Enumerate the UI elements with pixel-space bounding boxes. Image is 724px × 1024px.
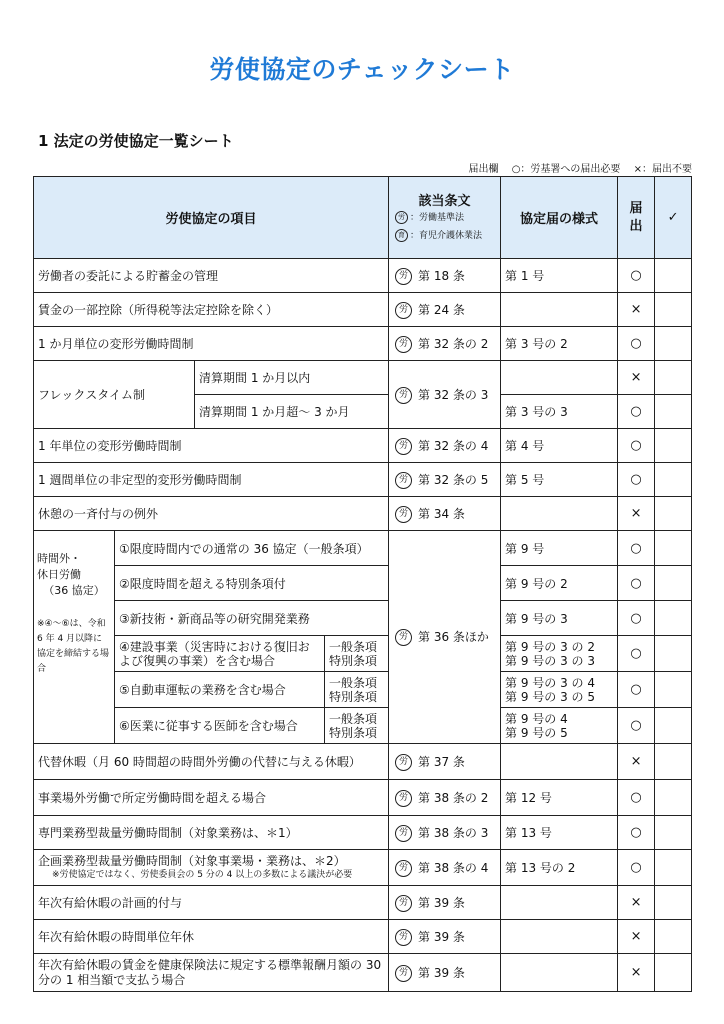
row-item: 年次有給休暇の賃金を健康保険法に規定する標準報酬月額の 30 分の 1 相当額で支払う場合 (34, 954, 389, 992)
row-filing: ○ (618, 395, 655, 429)
row-article: 労 第 32 条の 4 (389, 429, 501, 463)
row-form: 第 9 号の 3 (501, 601, 618, 636)
row-subitem: ④建設事業（災害時における復旧および復興の事業）を含む場合 (115, 636, 325, 672)
row-clause-type: 一般条項 特別条項 (325, 636, 389, 672)
row-note: ※労使協定ではなく、労使委員会の 5 分の 4 以上の多数による議決が必要 (52, 869, 353, 880)
row-item: 事業場外労働で所定労働時間を超える場合 (34, 780, 389, 816)
row-article: 労 第 39 条 (389, 886, 501, 920)
row-article: 労 第 32 条の 3 (389, 361, 501, 429)
row-filing: ○ (618, 672, 655, 708)
labor-law-mark-icon: 労 (395, 268, 412, 285)
header-item: 労使協定の項目 (34, 177, 389, 259)
row-filing: × (618, 497, 655, 531)
row-filing: ○ (618, 636, 655, 672)
row-form (501, 954, 618, 992)
row-article: 労 第 18 条 (389, 259, 501, 293)
labor-law-mark-icon: 労 (395, 895, 412, 912)
row-item: 賃金の一部控除（所得税等法定控除を除く） (34, 293, 389, 327)
row-check[interactable] (655, 327, 692, 361)
header-check: ✓ (655, 177, 692, 259)
row-check[interactable] (655, 672, 692, 708)
row-check[interactable] (655, 259, 692, 293)
row-form: 第 9 号の 2 (501, 566, 618, 601)
row-check[interactable] (655, 395, 692, 429)
row-check[interactable] (655, 463, 692, 497)
row-article: 労 第 32 条の 5 (389, 463, 501, 497)
row-article: 労 第 38 条の 3 (389, 816, 501, 850)
row-filing: ○ (618, 850, 655, 886)
row-filing: ○ (618, 463, 655, 497)
row-item: 代替休暇（月 60 時間超の時間外労働の代替に与える休暇） (34, 744, 389, 780)
table-row (34, 816, 692, 850)
overtime-label: 時間外・ 休日労働 （36 協定） ※④～⑥は、令和 6 年 4 月以降に協定を締結する場合 (34, 531, 115, 744)
row-check[interactable] (655, 816, 692, 850)
table-row (34, 744, 692, 780)
table-row (34, 886, 692, 920)
table-row (34, 780, 692, 816)
table-row (34, 429, 692, 463)
labor-law-mark-icon: 労 (395, 387, 412, 404)
table-row (34, 954, 692, 992)
header-filing: 届出 (618, 177, 655, 259)
labor-law-mark-icon: 労 (395, 302, 412, 319)
row-filing: × (618, 954, 655, 992)
row-item: 年次有給休暇の時間単位年休 (34, 920, 389, 954)
row-form: 第 9 号 (501, 531, 618, 566)
row-check[interactable] (655, 636, 692, 672)
header-form: 協定届の様式 (501, 177, 618, 259)
row-item: 休憩の一斉付与の例外 (34, 497, 389, 531)
labor-law-mark-icon: 労 (395, 965, 412, 982)
row-item: 年次有給休暇の計画的付与 (34, 886, 389, 920)
labor-law-mark-icon: 労 (395, 506, 412, 523)
row-form: 第 9 号の 4 第 9 号の 5 (501, 708, 618, 744)
row-check[interactable] (655, 744, 692, 780)
row-item: フレックスタイム制 (34, 361, 195, 429)
row-item: 1 週間単位の非定型的変形労働時間制 (34, 463, 389, 497)
row-item: 企画業務型裁量労働時間制（対象事業場・業務は、＊2） ※労使協定ではなく、労使委員会の 5 分の 4 以上の多数による議決が必要 (34, 850, 389, 886)
legend-label: 届出欄 (468, 164, 499, 175)
table-header (34, 177, 692, 259)
row-form (501, 744, 618, 780)
row-check[interactable] (655, 886, 692, 920)
row-subitem: ②限度時間を超える特別条項付 (115, 566, 389, 601)
header-article: 該当条文 労 ：労働基準法 育 ：育児介護休業法 (389, 177, 501, 259)
childcare-law-mark-icon: 育 (395, 229, 408, 242)
row-check[interactable] (655, 293, 692, 327)
row-subitem: ⑥医業に従事する医師を含む場合 (115, 708, 325, 744)
row-check[interactable] (655, 361, 692, 395)
row-filing: × (618, 293, 655, 327)
row-form: 第 13 号 (501, 816, 618, 850)
table-row (34, 361, 692, 395)
row-form: 第 3 号の 2 (501, 327, 618, 361)
row-filing: ○ (618, 531, 655, 566)
table-row (34, 497, 692, 531)
row-article: 労 第 32 条の 2 (389, 327, 501, 361)
row-form (501, 497, 618, 531)
row-filing: × (618, 886, 655, 920)
overtime-note: ※④～⑥は、令和 6 年 4 月以降に協定を締結する場合 (37, 619, 110, 674)
row-filing: ○ (618, 259, 655, 293)
row-filing: ○ (618, 327, 655, 361)
row-form (501, 293, 618, 327)
section-heading: 1 法定の労使協定一覧シート (38, 132, 234, 150)
table-row (34, 463, 692, 497)
row-article: 労 第 37 条 (389, 744, 501, 780)
row-filing: × (618, 361, 655, 395)
legend-not-required: ×：届出不要 (633, 164, 692, 175)
table-row (34, 636, 692, 672)
row-filing: ○ (618, 708, 655, 744)
row-item: 専門業務型裁量労働時間制（対象業務は、＊1） (34, 816, 389, 850)
page-title: 労使協定のチェックシート (209, 55, 515, 84)
labor-law-mark-icon: 労 (395, 336, 412, 353)
row-item: 1 年単位の変形労働時間制 (34, 429, 389, 463)
labor-law-mark-icon: 労 (395, 825, 412, 842)
row-check[interactable] (655, 954, 692, 992)
row-filing: ○ (618, 816, 655, 850)
row-form: 第 5 号 (501, 463, 618, 497)
table-row (34, 601, 692, 636)
row-article: 労 第 38 条の 2 (389, 780, 501, 816)
row-subitem: ⑤自動車運転の業務を含む場合 (115, 672, 325, 708)
row-filing: ○ (618, 566, 655, 601)
table-row (34, 531, 692, 566)
row-item: 労働者の委託による貯蓄金の管理 (34, 259, 389, 293)
row-article: 労 第 38 条の 4 (389, 850, 501, 886)
row-filing: ○ (618, 601, 655, 636)
row-check[interactable] (655, 920, 692, 954)
row-article: 労 第 34 条 (389, 497, 501, 531)
row-filing: × (618, 920, 655, 954)
labor-law-mark-icon: 労 (395, 754, 412, 771)
row-check[interactable] (655, 708, 692, 744)
row-subitem: ③新技術・新商品等の研究開発業務 (115, 601, 389, 636)
table-row (34, 708, 692, 744)
labor-law-mark-icon: 労 (395, 629, 412, 646)
filing-legend (459, 160, 693, 175)
row-article: 労 第 39 条 (389, 920, 501, 954)
row-check[interactable] (655, 566, 692, 601)
row-filing: ○ (618, 429, 655, 463)
row-form: 第 9 号の 3 の 2 第 9 号の 3 の 3 (501, 636, 618, 672)
labor-law-mark-icon: 労 (395, 472, 412, 489)
row-article: 労 第 24 条 (389, 293, 501, 327)
legend-required: ○：労基署への届出必要 (511, 164, 621, 175)
row-check[interactable] (655, 780, 692, 816)
labor-law-mark-icon: 労 (395, 860, 412, 877)
row-check[interactable] (655, 429, 692, 463)
row-form (501, 920, 618, 954)
table-row (34, 672, 692, 708)
row-filing: × (618, 744, 655, 780)
row-form: 第 3 号の 3 (501, 395, 618, 429)
row-article: 労 第 36 条ほか (389, 531, 501, 744)
labor-law-mark-icon: 労 (395, 929, 412, 946)
labor-law-mark-icon: 労 (395, 438, 412, 455)
row-form: 第 1 号 (501, 259, 618, 293)
table-row (34, 259, 692, 293)
row-check[interactable] (655, 497, 692, 531)
row-item: 1 か月単位の変形労働時間制 (34, 327, 389, 361)
table-row (34, 920, 692, 954)
table-row (34, 293, 692, 327)
table-row (34, 850, 692, 886)
row-form: 第 4 号 (501, 429, 618, 463)
row-form: 第 12 号 (501, 780, 618, 816)
row-clause-type: 一般条項 特別条項 (325, 708, 389, 744)
row-check[interactable] (655, 601, 692, 636)
row-subitem: 清算期間 1 か月超～ 3 か月 (195, 395, 389, 429)
labor-law-mark-icon: 労 (395, 790, 412, 807)
row-clause-type: 一般条項 特別条項 (325, 672, 389, 708)
row-subitem: ①限度時間内での通常の 36 協定（一般条項） (115, 531, 389, 566)
labor-law-mark-icon: 労 (395, 211, 408, 224)
row-filing: ○ (618, 780, 655, 816)
agreement-table (33, 176, 692, 992)
row-form: 第 9 号の 3 の 4 第 9 号の 3 の 5 (501, 672, 618, 708)
table-row (34, 566, 692, 601)
row-form: 第 13 号の 2 (501, 850, 618, 886)
table-row (34, 327, 692, 361)
row-form (501, 361, 618, 395)
row-check[interactable] (655, 531, 692, 566)
row-subitem: 清算期間 1 か月以内 (195, 361, 389, 395)
row-article: 労 第 39 条 (389, 954, 501, 992)
row-form (501, 886, 618, 920)
row-check[interactable] (655, 850, 692, 886)
